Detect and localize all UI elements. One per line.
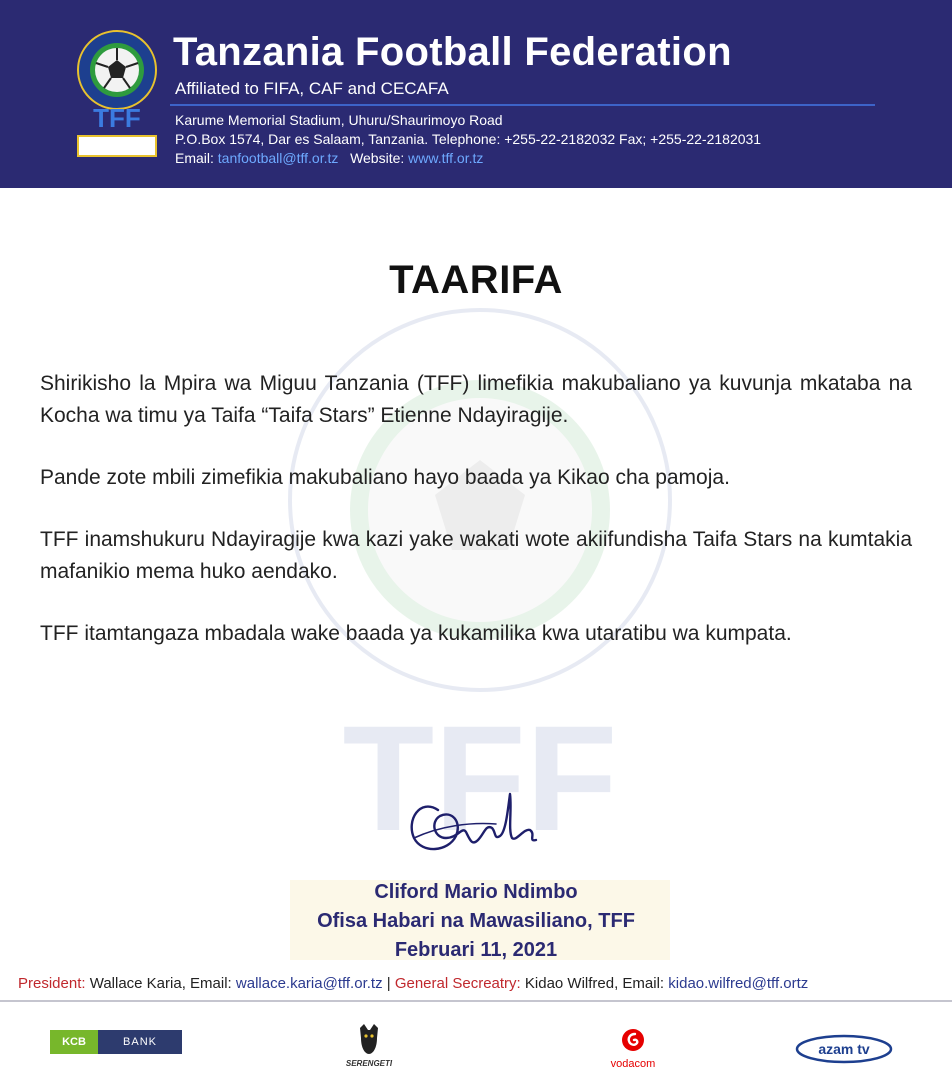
footer-divider bbox=[0, 1000, 952, 1002]
website-link[interactable]: www.tff.or.tz bbox=[408, 150, 484, 166]
paragraph: TFF itamtangaza mbadala wake baada ya kukamilika kwa utaratibu wa kumpata. bbox=[40, 622, 792, 645]
affiliation-line: Affiliated to FIFA, CAF and CECAFA bbox=[175, 79, 449, 98]
general-secretary-email[interactable]: kidao.wilfred@tff.ortz bbox=[668, 975, 809, 992]
president-label: President: bbox=[18, 975, 86, 992]
contact-line bbox=[175, 150, 483, 166]
serengeti-logo bbox=[344, 1022, 394, 1070]
azam-tv-logo bbox=[795, 1034, 893, 1064]
leopard-head-icon bbox=[354, 1022, 384, 1056]
kcb-bank-text: BANK bbox=[123, 1036, 157, 1048]
general-secretary-name: Kidao Wilfred, Email: bbox=[524, 975, 665, 992]
kcb-mark: KCB bbox=[50, 1030, 98, 1054]
officials-contact-line bbox=[18, 975, 808, 992]
paragraph: Pande zote mbili zimefikia makubaliano hayo baada ya Kikao cha pamoja. bbox=[40, 466, 730, 489]
website-label: Website: bbox=[350, 150, 405, 166]
svg-text:TFF: TFF bbox=[342, 694, 618, 862]
kcb-bank-logo bbox=[50, 1030, 182, 1054]
vodacom-speechmark-icon bbox=[621, 1028, 645, 1052]
general-secretary-label: General Secreatry: bbox=[394, 975, 521, 992]
azam-text: azam tv bbox=[818, 1041, 870, 1057]
address-line-1: Karume Memorial Stadium, Uhuru/Shaurimoyo Road bbox=[175, 112, 503, 128]
separator: | bbox=[386, 975, 391, 992]
statement-body bbox=[40, 368, 912, 680]
signatory-title: Ofisa Habari na Mawasiliano, TFF bbox=[317, 910, 635, 932]
vodacom-text: vodacom bbox=[610, 1058, 656, 1070]
email-label: Email: bbox=[175, 150, 214, 166]
svg-text:TFF: TFF bbox=[93, 103, 141, 133]
document-date: Februari 11, 2021 bbox=[394, 939, 558, 961]
letterhead-banner bbox=[0, 0, 952, 188]
vodacom-logo bbox=[598, 1028, 668, 1070]
paragraph: TFF inamshukuru Ndayiragije kwa kazi yake wakati wote akiifundisha Taifa Stars na kumtakia mafanikio mema huko aendako. bbox=[40, 528, 912, 583]
signatory-name: Cliford Mario Ndimbo bbox=[374, 881, 578, 903]
header-divider bbox=[170, 104, 875, 106]
paragraph: Shirikisho la Mpira wa Miguu Tanzania (TFF) limefikia makubaliano ya kuvunja mkataba na Kocha wa timu ya Taifa “Taifa Stars” Etienne Ndayiragije. bbox=[40, 372, 912, 427]
serengeti-text: SERENGETI bbox=[345, 1059, 393, 1068]
email-link[interactable]: tanfootball@tff.or.tz bbox=[217, 150, 339, 166]
tff-logo bbox=[72, 30, 162, 170]
address-line-2: P.O.Box 1574, Dar es Salaam, Tanzania. Telephone: +255-22-2182032 Fax; +255-22-2182031 bbox=[175, 131, 762, 147]
document-title: TAARIFA bbox=[389, 258, 563, 302]
president-email[interactable]: wallace.karia@tff.or.tz bbox=[235, 975, 383, 992]
org-name: Tanzania Football Federation bbox=[173, 30, 732, 74]
president-name: Wallace Karia, Email: bbox=[89, 975, 232, 992]
signature-block bbox=[0, 878, 952, 965]
handwritten-signature bbox=[400, 780, 560, 870]
